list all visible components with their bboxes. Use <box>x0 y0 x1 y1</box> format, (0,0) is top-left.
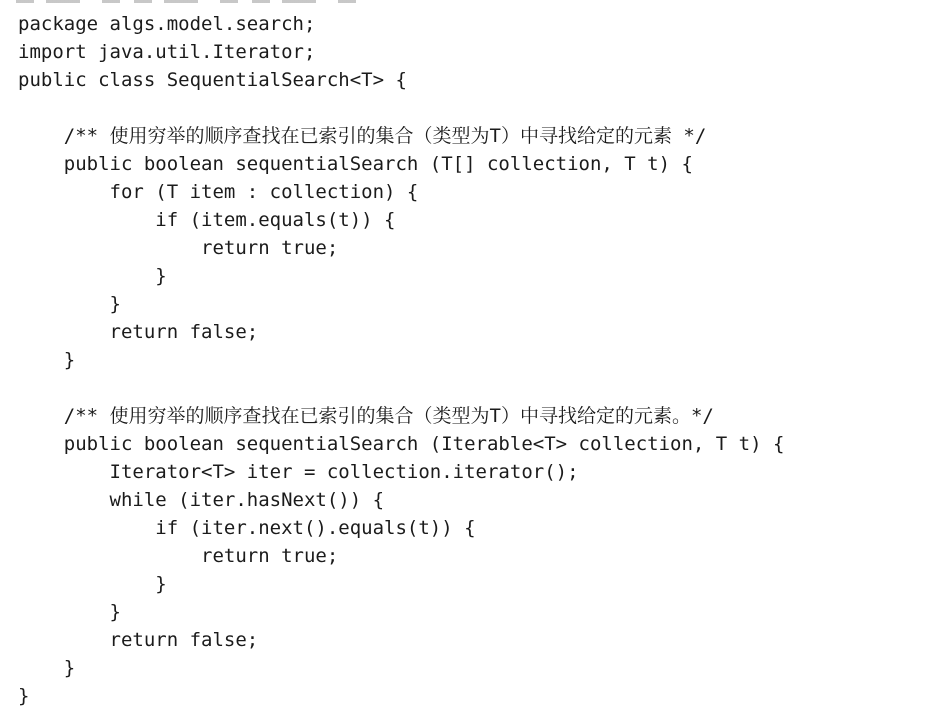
code-line: return false; <box>18 321 259 343</box>
code-line: /** 使用穷举的顺序查找在已索引的集合（类型为T）中寻找给定的元素 */ <box>18 125 707 147</box>
clipped-text-remnant <box>16 0 360 3</box>
code-line: package algs.model.search; <box>18 13 316 35</box>
code-line <box>18 94 784 122</box>
code-line: } <box>18 265 167 287</box>
code-line: while (iter.hasNext()) { <box>18 489 385 511</box>
code-line: } <box>18 573 167 595</box>
code-line: for (T item : collection) { <box>18 181 419 203</box>
code-line: } <box>18 349 76 371</box>
code-line: return true; <box>18 545 339 567</box>
code-line: } <box>18 685 30 707</box>
code-line: if (item.equals(t)) { <box>18 209 396 231</box>
code-line: import java.util.Iterator; <box>18 41 316 63</box>
code-line: public boolean sequentialSearch (T[] collection, T t) { <box>18 153 693 175</box>
code-line <box>18 374 784 402</box>
code-line: return false; <box>18 629 259 651</box>
java-code-listing <box>18 10 784 710</box>
code-line: public boolean sequentialSearch (Iterable<T> collection, T t) { <box>18 433 785 455</box>
code-line: Iterator<T> iter = collection.iterator(); <box>18 461 579 483</box>
code-line: return true; <box>18 237 339 259</box>
code-line: /** 使用穷举的顺序查找在已索引的集合（类型为T）中寻找给定的元素。*/ <box>18 405 714 427</box>
code-line: } <box>18 293 121 315</box>
code-line: if (iter.next().equals(t)) { <box>18 517 476 539</box>
code-line: } <box>18 657 76 679</box>
code-line: public class SequentialSearch<T> { <box>18 69 407 91</box>
code-line: } <box>18 601 121 623</box>
